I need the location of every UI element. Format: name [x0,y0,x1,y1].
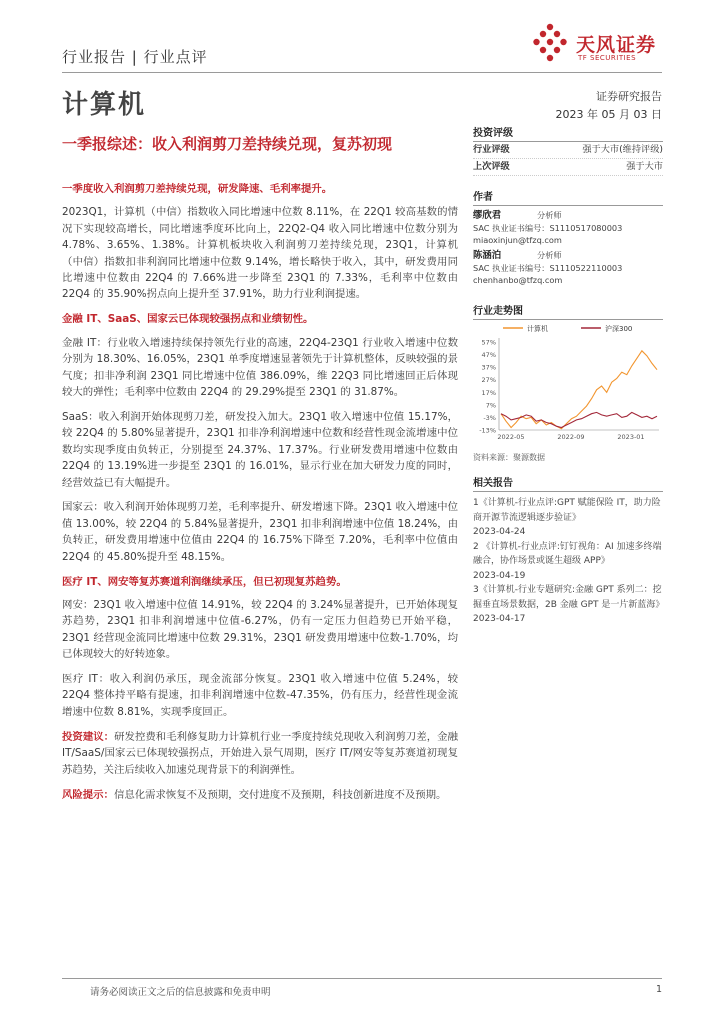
trend-title: 行业走势图 [473,302,663,320]
y-tick-label: -13% [479,426,496,435]
sector-title: 计算机 [62,90,147,120]
main-body [62,181,458,811]
analyst-role: 分析师 [537,250,562,260]
report-category: 行业报告 | 行业点评 [62,48,208,66]
related-date: 2023-04-17 [473,614,526,624]
analyst-role: 分析师 [537,210,562,220]
industry-trend-chart [473,320,663,450]
logo-text-en: TF SECURITIES [578,54,637,62]
related-item[interactable]: 3《计算机-行业专题研究:金融 GPT 系列二：挖掘垂直场景数据，2B 金融 GPT 是一片新蓝海》 [473,585,665,610]
paragraph: 医疗 IT：收入利润仍承压，现金流部分恢复。23Q1 收入增速中位值 5.24%，较 22Q4 整体持平略有提速，扣非利润增速中位数-47.35%，仍有压力，经营性现金流增速中位数 8.81%，实现季度回正。 [62,673,458,718]
related-panel [473,474,663,627]
section-heading: 一季度收入利润剪刀差持续兑现，研发降速、毛利率提升。 [62,183,333,195]
related-date: 2023-04-24 [473,527,526,537]
analyst-sac: SAC 执业证书编号：S1110517080003 [473,223,623,233]
investment-advice [62,729,458,778]
prev-rating-label: 上次评级 [473,161,510,172]
prev-rating-row [473,159,663,176]
tf-logo-icon [532,22,568,68]
related-item[interactable]: 1《计算机-行业点评:GPT 赋能保险 IT，助力险商开源节流逻辑逐步验证》 [473,498,661,523]
industry-rating-label: 行业评级 [473,144,510,155]
report-headline: 一季报综述：收入利润剪刀差持续兑现，复苏初现 [62,135,393,153]
paragraph: SaaS：收入利润开始体现剪刀差，研发投入加大。23Q1 收入增速中位值 15.17%，较 22Q4 的 5.80%显著提升，23Q1 扣非净利润增速中位数和经营性现金流增速中位数均实现季度由负转正，分别提至 24.37%、17.37%。行业研发费用增速中位数由 22Q4 的 13.19%进一步提至 23Q1 的 16.01%，显示行业在加大研发力度的同时，经营效益已有大幅提升。 [62,410,458,489]
paragraph: 金融 IT：行业收入增速持续保持领先行业的高速，22Q4-23Q1 行业收入增速中位数分别为 18.30%、16.05%，23Q1 单季度增速显著领先于计算机整体，反映较强的景气度；扣非净利润 23Q1 同比增速中位值 386.09%，维 22Q3 同比增速回正后体现较大的弹性；毛利率中位数由 22Q4 的 29.29%提至 23Q1 的 31.87%。 [62,336,458,398]
rating-title: 投资评级 [473,124,663,142]
chart-source: 资料来源：聚源数据 [473,453,545,462]
related-list [473,496,663,627]
risk-text: 信息化需求恢复不及预期，交付进度不及预期，科技创新进度不及预期。 [113,788,447,801]
advice-text: 研发控费和毛利修复助力计算机行业一季度持续兑现收入利润剪刀差，金融 IT/SaaS/国家云已体现较强拐点，开始进入景气周期，医疗 IT/网安等复苏赛道初现复苏趋势，关注后续收入加速兑现背景下的利润弹性。 [62,730,458,776]
series-line-hs300 [501,412,657,427]
logo-text-cn: 天风证券 [576,34,657,56]
y-tick-label: 7% [485,401,496,410]
analyst-card [473,249,663,286]
series-line-computer [501,351,657,429]
author-panel [473,188,663,286]
analyst-sac: SAC 执业证书编号：S1110522110003 [473,263,623,273]
y-tick-label: 17% [481,388,496,397]
x-tick-label: 2022-09 [557,433,585,441]
analyst-name: 缪欣君 [473,210,502,221]
author-title: 作者 [473,188,663,206]
header-divider [62,72,662,73]
advice-label: 投资建议： [62,730,115,743]
legend-label: 沪深300 [605,325,633,333]
related-title: 相关报告 [473,474,663,492]
y-tick-label: 47% [481,351,496,360]
x-tick-label: 2022-05 [497,433,525,441]
y-tick-label: -3% [483,413,496,422]
legend-label: 计算机 [527,325,548,333]
analyst-email[interactable]: chenhanbo@tfzq.com [473,275,563,285]
report-type: 证券研究报告 [596,90,662,103]
risk-label: 风险提示： [62,788,114,801]
industry-rating-row [473,142,663,159]
analyst-card [473,209,663,246]
footer-disclaimer: 请务必阅读正文之后的信息披露和免责申明 [90,987,271,998]
page-number: 1 [655,984,662,995]
risk-warning [62,787,458,803]
paragraph: 国家云：收入利润开始体现剪刀差，毛利率提升、研发增速下降。23Q1 收入增速中位值 13.00%，较 22Q4 的 5.84%显著提升，23Q1 扣非利润增速中位值 18.24%，由负转正，研发费用增速中位值由 22Q4 的 16.75%下降至 7.20%，毛利率中位值由 22Q4 的 45.80%提升至 48.15%。 [62,501,458,563]
related-item[interactable]: 2 《计算机-行业点评:钉钉视角：AI 加速多终端融合，协作场景或诞生超级 APP》 [473,541,662,566]
footer-divider [62,978,662,979]
section-heading: 金融 IT、SaaS、国家云已体现较强拐点和业绩韧性。 [62,313,314,326]
x-tick-label: 2023-01 [617,433,645,441]
paragraph: 网安：23Q1 收入增速中位值 14.91%，较 22Q4 的 3.24%显著提升，已开始体现复苏趋势，23Q1 扣非利润增速中位值-6.27%，仍有一定压力但趋势已开始平稳，23Q1 经营现金流同比增速中位数 29.31%，23Q1 研发费用增速中位数-1.70%，均已体现较大的好转迹象。 [62,598,458,661]
rating-panel [473,124,663,176]
section-heading: 医疗 IT、网安等复苏赛道利润继续承压，但已初现复苏趋势。 [62,575,347,588]
prev-rating-value: 强于大市 [626,161,663,172]
y-tick-label: 37% [481,363,496,372]
industry-rating-value: 强于大市(维持评级) [582,144,663,155]
paragraph: 2023Q1，计算机（中信）指数收入同比增速中位数 8.11%，在 22Q1 较高基数的情况下实现较高增长，同比增速季度环比向上，22Q2-Q4 收入同比增速中位数分别为 4.78%、3.65%、1.38%。计算机板块收入利润剪刀差持续兑现，23Q1，计算机（中信）指数扣非利润同比增速中位数 9.14%，增长略快于收入，其中，研发费用同比增速中位数由 22Q4 的 7.66%进一步降至 23Q1 的 7.33%，毛利率中位数由 22Q4 的 35.90%拐点向上提升至 37.91%，助力行业利润提速。 [62,206,458,301]
y-tick-label: 57% [481,338,496,347]
analyst-name: 陈涵泊 [473,250,502,261]
related-date: 2023-04-19 [473,570,526,581]
company-logo [532,22,662,72]
report-date: 2023 年 05 月 03 日 [555,108,662,121]
y-tick-label: 27% [481,376,496,385]
trend-panel [473,302,663,320]
analyst-email[interactable]: miaoxinjun@tfzq.com [473,235,562,245]
